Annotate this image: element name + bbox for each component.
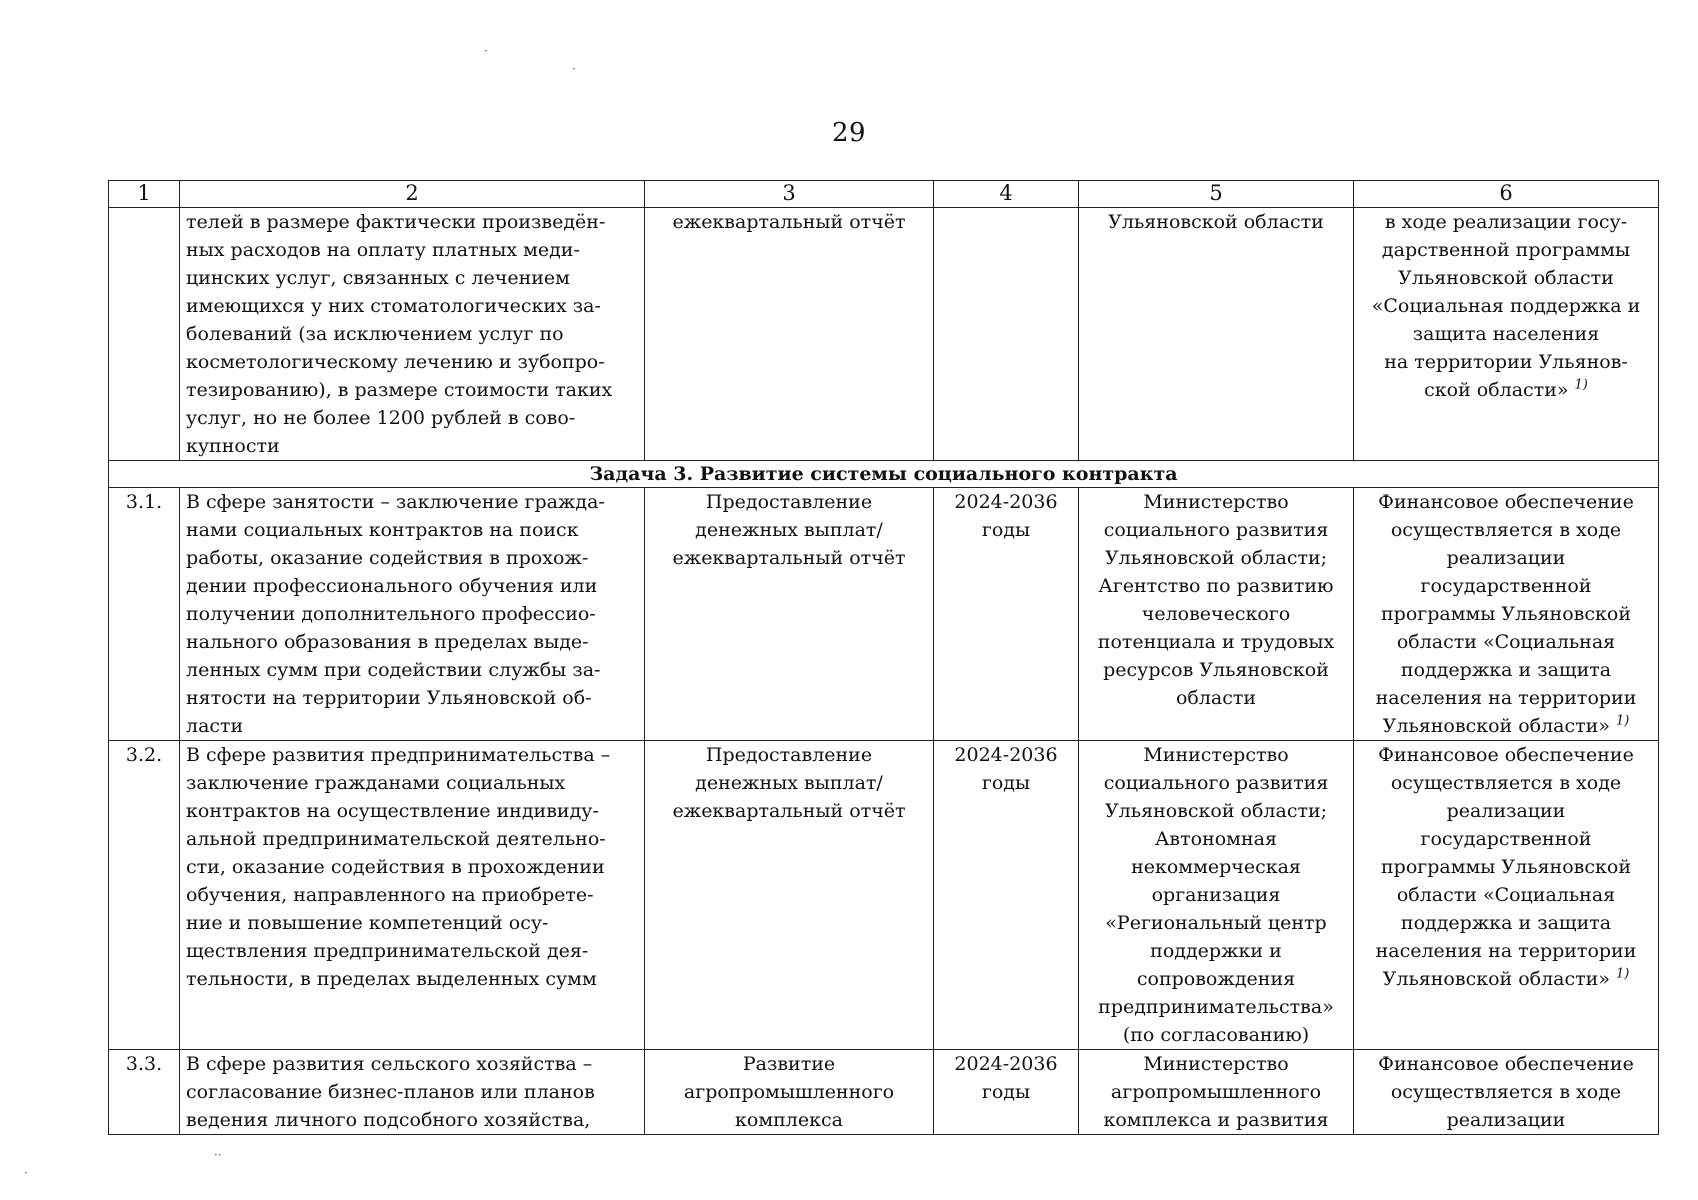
footnote-mark: 1) <box>1616 713 1630 729</box>
footnote-mark: 1) <box>1574 377 1588 393</box>
executor: Министерство агропромышленного комплекса и развития <box>1079 1050 1354 1135</box>
executor: Ульяновской области <box>1079 208 1354 461</box>
period: 2024-2036 годы <box>934 1050 1079 1135</box>
table-row <box>109 1050 1659 1135</box>
financing: Финансовое обеспечение осуществляется в ходе реализации <box>1354 1050 1659 1135</box>
table-row <box>109 741 1659 1050</box>
row-number: 3.1. <box>109 488 180 741</box>
column-header-6: 6 <box>1354 181 1659 208</box>
column-header-5: 5 <box>1079 181 1354 208</box>
section-row <box>109 461 1659 488</box>
expected-result: ежеквартальный отчёт <box>645 208 934 461</box>
financing <box>1354 488 1659 741</box>
scan-speck: ·· <box>214 1148 222 1162</box>
row-number: 3.3. <box>109 1050 180 1135</box>
measure-description: телей в размере фактически произведён- ных расходов на оплату платных меди- цинских услуг, связанных с лечением имеющихся у них стоматологических за- болеваний (за исключением услуг по косметологическому лечению и зубопро- тезированию), в размере стоимости таких услуг, но не более 1200 рублей в сово- купности <box>180 208 645 461</box>
column-header-1: 1 <box>109 181 180 208</box>
financing <box>1354 208 1659 461</box>
financing <box>1354 741 1659 1050</box>
scan-speck: · <box>572 62 576 76</box>
program-table <box>108 180 1659 1135</box>
table-row-continuation <box>109 208 1659 461</box>
measure-description: В сфере занятости – заключение гражда- нами социальных контрактов на поиск работы, оказание содействия в прохож- дении профессионального обучения или получении дополнительного профессио- нального образования в пределах выде- ленных сумм при содействии службы за- нятости на территории Ульяновской об- ласти <box>180 488 645 741</box>
expected-result: Развитие агропромышленного комплекса <box>645 1050 934 1135</box>
measure-description: В сфере развития предпринимательства – заключение гражданами социальных контрактов на осуществление индивиду- альной предпринимательской деятельно- сти, оказание содействия в прохождении обучения, направленного на приобрете- ние и повышение компетенций осу- ществления предпринимательской дея- тельности, в пределах выделенных сумм <box>180 741 645 1050</box>
row-number: 3.2. <box>109 741 180 1050</box>
column-header-3: 3 <box>645 181 934 208</box>
page-number: 29 <box>831 118 867 148</box>
section-title: Задача 3. Развитие системы социального контракта <box>109 461 1659 488</box>
financing-text: Финансовое обеспечение осуществляется в ходе реализации государственной программы Ульяновской области «Социальная поддержка и защита населения на территории Ульяновской области» <box>1375 744 1637 990</box>
period <box>934 208 1079 461</box>
expected-result: Предоставление денежных выплат/ ежеквартальный отчёт <box>645 741 934 1050</box>
financing-text: в ходе реализации госу- дарственной программы Ульяновской области «Социальная поддержка и защита населения на территории Ульянов- ской области» <box>1371 211 1641 401</box>
table-header-row <box>109 181 1659 208</box>
period: 2024-2036 годы <box>934 741 1079 1050</box>
column-header-4: 4 <box>934 181 1079 208</box>
scan-speck: · <box>484 44 488 58</box>
scan-speck: · <box>24 1166 28 1180</box>
expected-result: Предоставление денежных выплат/ ежеквартальный отчёт <box>645 488 934 741</box>
executor: Министерство социального развития Ульяновской области; Агентство по развитию человеческого потенциала и трудовых ресурсов Ульяновской области <box>1079 488 1354 741</box>
table-row <box>109 488 1659 741</box>
row-number <box>109 208 180 461</box>
executor: Министерство социального развития Ульяновской области; Автономная некоммерческая организация «Региональный центр поддержки и сопровождения предпринимательства» (по согласованию) <box>1079 741 1354 1050</box>
footnote-mark: 1) <box>1616 966 1630 982</box>
measure-description: В сфере развития сельского хозяйства – согласование бизнес-планов или планов ведения личного подсобного хозяйства, <box>180 1050 645 1135</box>
financing-text: Финансовое обеспечение осуществляется в ходе реализации государственной программы Ульяновской области «Социальная поддержка и защита населения на территории Ульяновской области» <box>1375 491 1637 737</box>
period: 2024-2036 годы <box>934 488 1079 741</box>
column-header-2: 2 <box>180 181 645 208</box>
